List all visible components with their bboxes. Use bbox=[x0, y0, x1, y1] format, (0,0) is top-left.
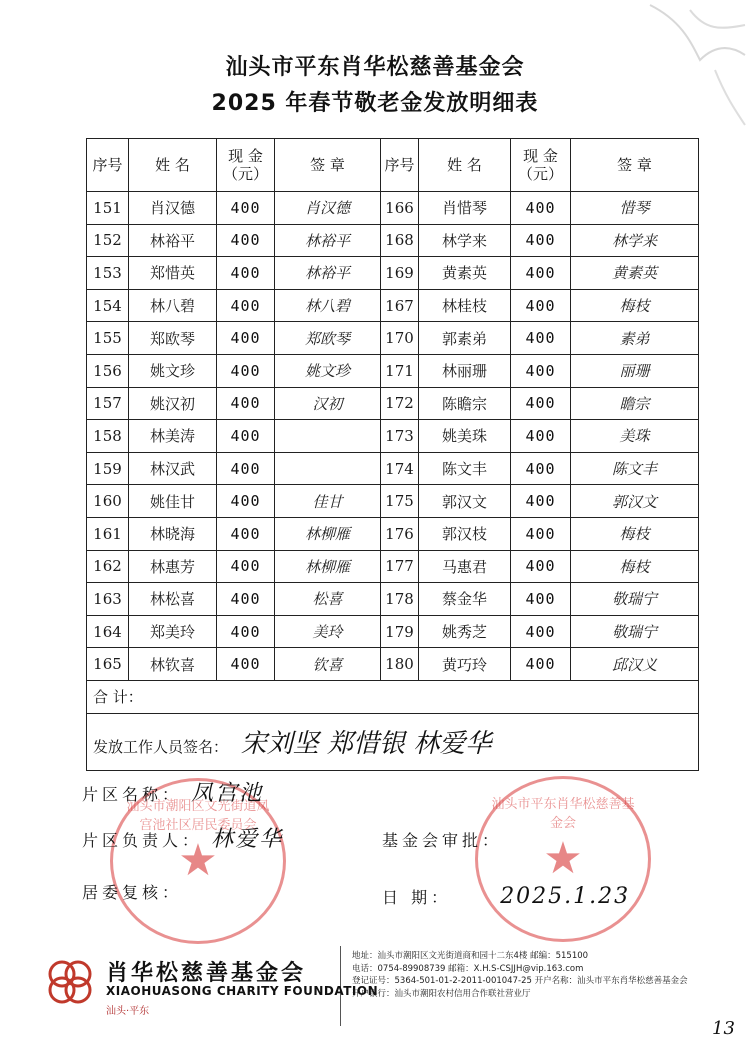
row-number-right: 178 bbox=[381, 583, 419, 616]
review-label: 居委复核： bbox=[82, 883, 183, 902]
date-field bbox=[382, 884, 630, 909]
row-name: 林八碧 bbox=[129, 289, 217, 322]
row-signature-right: 梅枝 bbox=[571, 517, 699, 550]
table-row bbox=[87, 289, 699, 322]
row-name: 姚汉初 bbox=[129, 387, 217, 420]
row-signature-right: 邱汉义 bbox=[571, 648, 699, 681]
row-number-right: 169 bbox=[381, 257, 419, 290]
row-signature: 肖汉德 bbox=[275, 192, 381, 225]
row-number: 156 bbox=[87, 354, 129, 387]
row-number-right: 176 bbox=[381, 517, 419, 550]
row-signature: 钦喜 bbox=[275, 648, 381, 681]
table-row bbox=[87, 420, 699, 453]
row-amount: 400 bbox=[217, 257, 275, 290]
row-name: 林钦喜 bbox=[129, 648, 217, 681]
row-signature: 林裕平 bbox=[275, 257, 381, 290]
table-row bbox=[87, 615, 699, 648]
row-name: 郑惜英 bbox=[129, 257, 217, 290]
area-head-label: 片区负责人： bbox=[82, 831, 203, 850]
row-name: 林裕平 bbox=[129, 224, 217, 257]
table-row bbox=[87, 387, 699, 420]
row-name: 郑欧琴 bbox=[129, 322, 217, 355]
col-header-sign: 签 章 bbox=[275, 139, 381, 192]
col-header-sign-right: 签 章 bbox=[571, 139, 699, 192]
row-name-right: 黄巧玲 bbox=[419, 648, 511, 681]
row-amount: 400 bbox=[217, 387, 275, 420]
row-amount: 400 bbox=[217, 224, 275, 257]
row-number: 154 bbox=[87, 289, 129, 322]
row-number-right: 179 bbox=[381, 615, 419, 648]
row-signature: 汉初 bbox=[275, 387, 381, 420]
row-number: 162 bbox=[87, 550, 129, 583]
row-name-right: 马惠君 bbox=[419, 550, 511, 583]
row-amount-right: 400 bbox=[511, 550, 571, 583]
row-amount: 400 bbox=[217, 517, 275, 550]
row-signature-right: 美珠 bbox=[571, 420, 699, 453]
row-number: 152 bbox=[87, 224, 129, 257]
row-number-right: 167 bbox=[381, 289, 419, 322]
review-field bbox=[82, 880, 182, 903]
row-number-right: 168 bbox=[381, 224, 419, 257]
footer-bank: 开户银行：汕头市潮阳农村信用合作联社营业厅 bbox=[352, 988, 531, 999]
row-name: 姚佳甘 bbox=[129, 485, 217, 518]
table-row bbox=[87, 354, 699, 387]
row-signature: 林八碧 bbox=[275, 289, 381, 322]
row-number: 161 bbox=[87, 517, 129, 550]
row-amount-right: 400 bbox=[511, 420, 571, 453]
row-amount: 400 bbox=[217, 289, 275, 322]
date-label: 日 期： bbox=[382, 888, 452, 907]
row-signature-right: 素弟 bbox=[571, 322, 699, 355]
row-signature-right: 惜琴 bbox=[571, 192, 699, 225]
row-number: 153 bbox=[87, 257, 129, 290]
row-amount-right: 400 bbox=[511, 517, 571, 550]
foundation-logo-icon bbox=[40, 952, 100, 1012]
row-name: 姚文珍 bbox=[129, 354, 217, 387]
area-field bbox=[82, 776, 263, 807]
table-row bbox=[87, 257, 699, 290]
total-label: 合 计： bbox=[87, 680, 699, 713]
total-row bbox=[87, 680, 699, 713]
row-number: 158 bbox=[87, 420, 129, 453]
col-header-name: 姓 名 bbox=[129, 139, 217, 192]
row-name-right: 郭汉枝 bbox=[419, 517, 511, 550]
row-amount-right: 400 bbox=[511, 354, 571, 387]
row-signature-right: 郭汉文 bbox=[571, 485, 699, 518]
row-signature: 郑欧琴 bbox=[275, 322, 381, 355]
area-head-field bbox=[82, 822, 283, 853]
row-name: 郑美玲 bbox=[129, 615, 217, 648]
row-amount-right: 400 bbox=[511, 322, 571, 355]
row-amount: 400 bbox=[217, 322, 275, 355]
seal-left-text: 汕头市潮阳区文光街道凤宫池社区居民委员会 bbox=[126, 799, 270, 833]
row-number: 163 bbox=[87, 583, 129, 616]
row-name-right: 蔡金华 bbox=[419, 583, 511, 616]
row-number-right: 174 bbox=[381, 452, 419, 485]
table-row bbox=[87, 583, 699, 616]
approve-field bbox=[382, 828, 502, 851]
row-signature: 林柳雁 bbox=[275, 550, 381, 583]
row-amount: 400 bbox=[217, 615, 275, 648]
row-name-right: 陈文丰 bbox=[419, 452, 511, 485]
row-name-right: 肖惜琴 bbox=[419, 192, 511, 225]
row-name-right: 姚美珠 bbox=[419, 420, 511, 453]
row-amount-right: 400 bbox=[511, 192, 571, 225]
row-amount-right: 400 bbox=[511, 387, 571, 420]
row-number: 160 bbox=[87, 485, 129, 518]
row-number: 165 bbox=[87, 648, 129, 681]
footer-logo-en: XIAOHUASONG CHARITY FOUNDATION bbox=[106, 984, 379, 998]
row-name-right: 郭汉文 bbox=[419, 485, 511, 518]
row-signature-right: 陈文丰 bbox=[571, 452, 699, 485]
col-header-cash: 现 金（元） bbox=[217, 139, 275, 192]
staff-signatures: 宋刘坚 郑惜银 林爱华 bbox=[240, 729, 492, 759]
row-name: 林松喜 bbox=[129, 583, 217, 616]
date-value: 2025.1.23 bbox=[500, 884, 631, 909]
row-signature-right: 丽珊 bbox=[571, 354, 699, 387]
row-signature: 林裕平 bbox=[275, 224, 381, 257]
row-amount: 400 bbox=[217, 192, 275, 225]
row-name-right: 林丽珊 bbox=[419, 354, 511, 387]
row-signature: 松喜 bbox=[275, 583, 381, 616]
row-number: 164 bbox=[87, 615, 129, 648]
col-header-cash-right: 现 金（元） bbox=[511, 139, 571, 192]
area-label: 片区名称： bbox=[82, 785, 183, 804]
row-number-right: 166 bbox=[381, 192, 419, 225]
row-number-right: 171 bbox=[381, 354, 419, 387]
row-number: 159 bbox=[87, 452, 129, 485]
row-signature bbox=[275, 452, 381, 485]
col-header-no-right: 序号 bbox=[381, 139, 419, 192]
row-amount-right: 400 bbox=[511, 485, 571, 518]
footer-phone: 电话：0754-89908739 邮箱：X.H.S-CSJJH@vip.163.com bbox=[352, 963, 584, 974]
row-signature-right: 瞻宗 bbox=[571, 387, 699, 420]
row-signature-right: 敬瑞宁 bbox=[571, 615, 699, 648]
row-amount: 400 bbox=[217, 550, 275, 583]
row-number: 155 bbox=[87, 322, 129, 355]
row-amount-right: 400 bbox=[511, 257, 571, 290]
footer-registration: 登记证号：5364-501-01-2-2011-001047-25 开户名称：汕头市平东肖华松慈善基金会 bbox=[352, 976, 688, 986]
row-number-right: 180 bbox=[381, 648, 419, 681]
table-row bbox=[87, 322, 699, 355]
row-number-right: 172 bbox=[381, 387, 419, 420]
row-amount-right: 400 bbox=[511, 648, 571, 681]
footer-contact bbox=[352, 950, 732, 1000]
row-amount-right: 400 bbox=[511, 452, 571, 485]
row-amount: 400 bbox=[217, 420, 275, 453]
row-number-right: 175 bbox=[381, 485, 419, 518]
staff-label: 发放工作人员签名： bbox=[93, 738, 229, 756]
row-signature-right: 梅枝 bbox=[571, 289, 699, 322]
table-row bbox=[87, 192, 699, 225]
table-row bbox=[87, 452, 699, 485]
row-name: 林美涛 bbox=[129, 420, 217, 453]
table-row bbox=[87, 517, 699, 550]
row-name: 林惠芳 bbox=[129, 550, 217, 583]
roster-table bbox=[86, 138, 699, 771]
row-amount: 400 bbox=[217, 583, 275, 616]
row-amount: 400 bbox=[217, 452, 275, 485]
row-signature-right: 敬瑞宁 bbox=[571, 583, 699, 616]
row-amount: 400 bbox=[217, 485, 275, 518]
row-name: 林晓海 bbox=[129, 517, 217, 550]
approve-label: 基金会审批： bbox=[382, 831, 503, 850]
row-name-right: 姚秀芝 bbox=[419, 615, 511, 648]
seal-right-text: 汕头市平东肖华松慈善基金会 bbox=[491, 797, 635, 831]
row-name-right: 林学来 bbox=[419, 224, 511, 257]
table-header-row bbox=[87, 139, 699, 192]
row-number: 157 bbox=[87, 387, 129, 420]
row-name-right: 林桂枝 bbox=[419, 289, 511, 322]
row-signature: 美玲 bbox=[275, 615, 381, 648]
table-row bbox=[87, 648, 699, 681]
row-name: 林汉武 bbox=[129, 452, 217, 485]
org-title: 汕头市平东肖华松慈善基金会 bbox=[225, 55, 525, 80]
row-number: 151 bbox=[87, 192, 129, 225]
footer-address: 地址：汕头市潮阳区文光街道商和园十二东4楼 邮编：515100 bbox=[352, 951, 589, 961]
row-name: 肖汉德 bbox=[129, 192, 217, 225]
footer-logo-cn: 肖华松慈善基金会 bbox=[106, 961, 307, 986]
row-signature-right: 林学来 bbox=[571, 224, 699, 257]
row-signature-right: 黄素英 bbox=[571, 257, 699, 290]
row-amount: 400 bbox=[217, 354, 275, 387]
row-amount-right: 400 bbox=[511, 289, 571, 322]
row-signature-right: 梅枝 bbox=[571, 550, 699, 583]
area-value: 凤宫池 bbox=[191, 781, 264, 806]
row-number-right: 177 bbox=[381, 550, 419, 583]
row-name-right: 陈瞻宗 bbox=[419, 387, 511, 420]
page-number: 13 bbox=[712, 1018, 735, 1039]
seal-star-icon: ★ bbox=[178, 835, 218, 886]
staff-row bbox=[87, 713, 699, 770]
row-amount-right: 400 bbox=[511, 583, 571, 616]
row-amount-right: 400 bbox=[511, 615, 571, 648]
table-row bbox=[87, 485, 699, 518]
row-signature: 姚文珍 bbox=[275, 354, 381, 387]
row-number-right: 173 bbox=[381, 420, 419, 453]
row-amount: 400 bbox=[217, 648, 275, 681]
col-header-no: 序号 bbox=[87, 139, 129, 192]
table-row bbox=[87, 550, 699, 583]
row-name-right: 郭素弟 bbox=[419, 322, 511, 355]
row-signature bbox=[275, 420, 381, 453]
row-amount-right: 400 bbox=[511, 224, 571, 257]
area-head-value: 林爱华 bbox=[211, 827, 284, 852]
row-signature: 林柳雁 bbox=[275, 517, 381, 550]
foundation-seal bbox=[475, 776, 651, 942]
seal-star-icon: ★ bbox=[543, 833, 583, 884]
row-signature: 佳甘 bbox=[275, 485, 381, 518]
row-number-right: 170 bbox=[381, 322, 419, 355]
row-name-right: 黄素英 bbox=[419, 257, 511, 290]
table-row bbox=[87, 224, 699, 257]
footer-logo-location: 汕头·平东 bbox=[106, 1006, 150, 1017]
col-header-name-right: 姓 名 bbox=[419, 139, 511, 192]
staff-cell bbox=[87, 713, 699, 770]
document-title: 2025 年春节敬老金发放明细表 bbox=[211, 91, 539, 116]
